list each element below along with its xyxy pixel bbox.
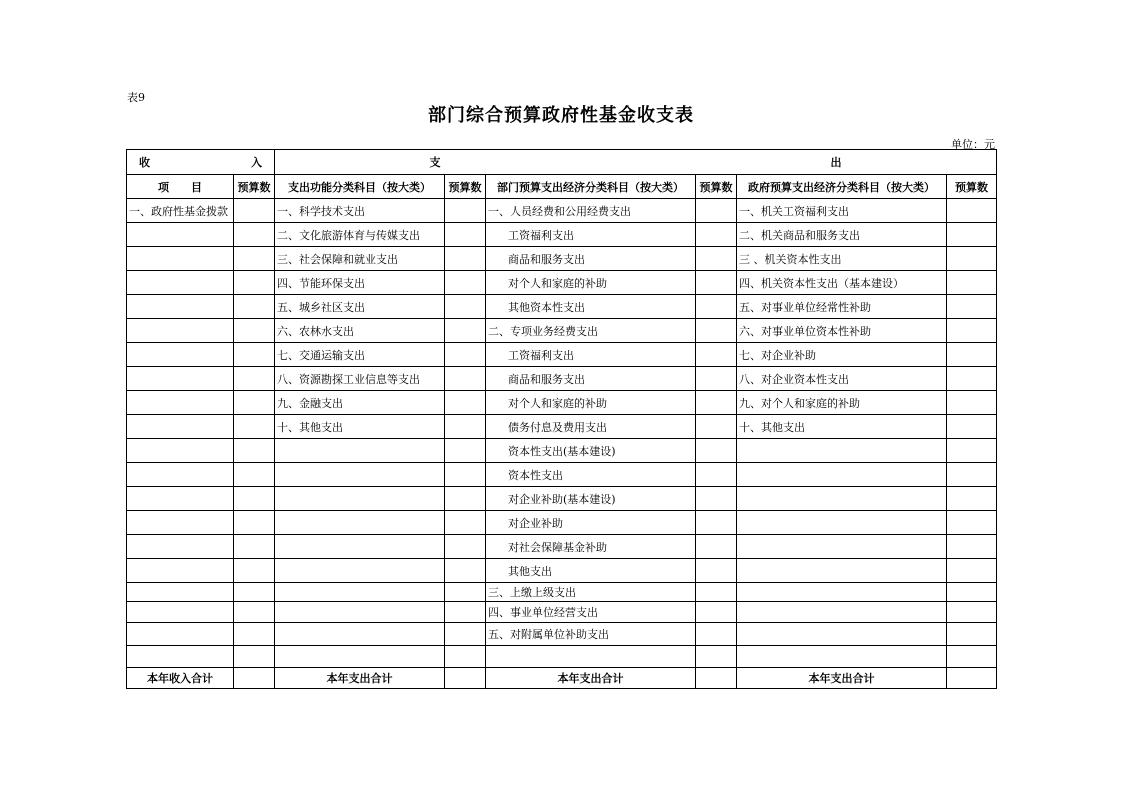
table-row: [127, 511, 997, 535]
table-row: [127, 463, 997, 487]
col-header-amount: 预算数: [234, 175, 275, 199]
income-item-cell: [127, 463, 234, 487]
gov-econ-item-cell: 八、对企业资本性支出: [737, 367, 947, 391]
func-amount-cell: [445, 439, 486, 463]
func-amount-cell: [445, 511, 486, 535]
income-amount-cell: [234, 439, 275, 463]
gov-econ-item-cell: [737, 439, 947, 463]
col-header-amount: 预算数: [696, 175, 737, 199]
dept-econ-item-cell: 资本性支出(基本建设): [486, 439, 696, 463]
gov-econ-amount-cell: [947, 646, 997, 668]
dept-econ-item-cell: 对企业补助: [486, 511, 696, 535]
dept-econ-item-cell: 对个人和家庭的补助: [486, 391, 696, 415]
func-amount-cell: [445, 487, 486, 511]
dept-econ-item-cell: 四、事业单位经营支出: [486, 602, 696, 623]
income-item-cell: [127, 535, 234, 559]
func-amount-cell: [445, 247, 486, 271]
gov-econ-amount-cell: [947, 199, 997, 223]
dept-econ-amount-cell: [696, 295, 737, 319]
func-amount-cell: [445, 463, 486, 487]
income-item-cell: [127, 439, 234, 463]
col-header-item: 项 目: [127, 175, 234, 199]
table-row: [127, 295, 997, 319]
gov-econ-amount-cell: [947, 367, 997, 391]
table-row: [127, 535, 997, 559]
table-row: [127, 646, 997, 668]
income-amount-cell: [234, 319, 275, 343]
gov-econ-amount-cell: [947, 415, 997, 439]
func-amount-cell: [445, 319, 486, 343]
dept-econ-amount-cell: [696, 623, 737, 646]
gov-econ-item-cell: [737, 559, 947, 583]
gov-econ-item-cell: [737, 583, 947, 602]
income-item-cell: [127, 646, 234, 668]
income-header: [127, 150, 275, 175]
func-item-cell: [275, 535, 445, 559]
func-amount-cell: [445, 602, 486, 623]
dept-econ-amount-cell: [696, 559, 737, 583]
gov-econ-amount-cell: [947, 511, 997, 535]
income-item-cell: 一、政府性基金拨款: [127, 199, 234, 223]
dept-econ-amount-cell: [696, 511, 737, 535]
func-amount-cell: [445, 559, 486, 583]
header-row-main: [127, 150, 997, 175]
func-item-cell: [275, 439, 445, 463]
col-header-func: 支出功能分类科目（按大类）: [275, 175, 445, 199]
func-item-cell: 六、农林水支出: [275, 319, 445, 343]
func-item-cell: 一、科学技术支出: [275, 199, 445, 223]
gov-econ-amount-cell: [947, 602, 997, 623]
dept-econ-amount-cell: [696, 247, 737, 271]
dept-econ-item-cell: 债务付息及费用支出: [486, 415, 696, 439]
func-amount-cell: [445, 646, 486, 668]
dept-econ-item-cell: 三、上缴上级支出: [486, 583, 696, 602]
gov-econ-item-cell: 十、其他支出: [737, 415, 947, 439]
gov-econ-amount-cell: [947, 319, 997, 343]
dept-econ-amount-cell: [696, 535, 737, 559]
func-item-cell: 七、交通运输支出: [275, 343, 445, 367]
gov-econ-item-cell: 七、对企业补助: [737, 343, 947, 367]
func-item-cell: [275, 583, 445, 602]
dept-econ-amount-cell: [696, 583, 737, 602]
income-item-cell: [127, 271, 234, 295]
dept-econ-item-cell: 商品和服务支出: [486, 247, 696, 271]
dept-econ-item-cell: 一、人员经费和公用经费支出: [486, 199, 696, 223]
col-header-dept-econ: 部门预算支出经济分类科目（按大类）: [486, 175, 696, 199]
dept-econ-amount-cell: [696, 463, 737, 487]
gov-econ-amount-cell: [947, 247, 997, 271]
gov-econ-item-cell: 三 、机关资本性支出: [737, 247, 947, 271]
func-item-cell: 十、其他支出: [275, 415, 445, 439]
income-total-label: 本年收入合计: [127, 668, 234, 689]
income-item-cell: [127, 391, 234, 415]
gov-econ-item-cell: 一、机关工资福利支出: [737, 199, 947, 223]
table-row: [127, 199, 997, 223]
gov-total-label: 本年支出合计: [737, 668, 947, 689]
func-item-cell: 八、资源勘探工业信息等支出: [275, 367, 445, 391]
gov-econ-item-cell: [737, 463, 947, 487]
gov-econ-item-cell: [737, 511, 947, 535]
expense-header-right: 出: [830, 156, 842, 169]
table-row: [127, 583, 997, 602]
func-total-amount: [445, 668, 486, 689]
income-amount-cell: [234, 343, 275, 367]
func-item-cell: [275, 487, 445, 511]
func-item-cell: [275, 646, 445, 668]
income-amount-cell: [234, 646, 275, 668]
income-item-cell: [127, 511, 234, 535]
header-row-columns: [127, 175, 997, 199]
dept-econ-item-cell: 二、专项业务经费支出: [486, 319, 696, 343]
income-item-cell: [127, 623, 234, 646]
func-amount-cell: [445, 271, 486, 295]
gov-econ-item-cell: [737, 623, 947, 646]
expense-header-left: 支: [429, 156, 441, 169]
func-item-cell: 五、城乡社区支出: [275, 295, 445, 319]
func-amount-cell: [445, 415, 486, 439]
table-row: [127, 439, 997, 463]
dept-econ-item-cell: 对个人和家庭的补助: [486, 271, 696, 295]
func-item-cell: [275, 602, 445, 623]
dept-econ-amount-cell: [696, 199, 737, 223]
dept-econ-item-cell: 五、对附属单位补助支出: [486, 623, 696, 646]
table-row: [127, 559, 997, 583]
page-title: 部门综合预算政府性基金收支表: [428, 105, 694, 126]
dept-econ-item-cell: 对社会保障基金补助: [486, 535, 696, 559]
income-amount-cell: [234, 247, 275, 271]
dept-econ-item-cell: 其他资本性支出: [486, 295, 696, 319]
func-item-cell: [275, 623, 445, 646]
dept-econ-item-cell: 工资福利支出: [486, 343, 696, 367]
dept-econ-amount-cell: [696, 439, 737, 463]
gov-econ-amount-cell: [947, 295, 997, 319]
dept-econ-amount-cell: [696, 646, 737, 668]
income-amount-cell: [234, 223, 275, 247]
dept-econ-item-cell: 工资福利支出: [486, 223, 696, 247]
table-row: [127, 623, 997, 646]
gov-econ-amount-cell: [947, 583, 997, 602]
income-amount-cell: [234, 623, 275, 646]
income-amount-cell: [234, 559, 275, 583]
func-item-cell: [275, 511, 445, 535]
income-amount-cell: [234, 199, 275, 223]
dept-econ-item-cell: 商品和服务支出: [486, 367, 696, 391]
income-amount-cell: [234, 295, 275, 319]
func-amount-cell: [445, 367, 486, 391]
table-row: [127, 487, 997, 511]
dept-econ-amount-cell: [696, 367, 737, 391]
income-amount-cell: [234, 535, 275, 559]
income-item-cell: [127, 319, 234, 343]
income-amount-cell: [234, 602, 275, 623]
gov-econ-item-cell: [737, 487, 947, 511]
income-item-cell: [127, 602, 234, 623]
func-item-cell: 二、文化旅游体育与传媒支出: [275, 223, 445, 247]
income-item-cell: [127, 367, 234, 391]
table-number: 表9: [127, 91, 145, 104]
gov-econ-amount-cell: [947, 343, 997, 367]
income-item-cell: [127, 223, 234, 247]
income-total-amount: [234, 668, 275, 689]
gov-econ-amount-cell: [947, 223, 997, 247]
table-row: [127, 367, 997, 391]
gov-econ-item-cell: [737, 646, 947, 668]
gov-econ-item-cell: 二、机关商品和服务支出: [737, 223, 947, 247]
table-row: [127, 271, 997, 295]
table-row: [127, 319, 997, 343]
income-item-cell: [127, 487, 234, 511]
gov-econ-item-cell: 五、对事业单位经常性补助: [737, 295, 947, 319]
func-item-cell: [275, 559, 445, 583]
func-amount-cell: [445, 295, 486, 319]
gov-econ-amount-cell: [947, 535, 997, 559]
table-row: [127, 223, 997, 247]
dept-econ-amount-cell: [696, 319, 737, 343]
gov-econ-amount-cell: [947, 463, 997, 487]
dept-econ-item-cell: 资本性支出: [486, 463, 696, 487]
table-row: [127, 343, 997, 367]
unit-label: 单位：元: [951, 138, 995, 151]
gov-econ-item-cell: 四、机关资本性支出（基本建设）: [737, 271, 947, 295]
income-amount-cell: [234, 271, 275, 295]
dept-econ-amount-cell: [696, 487, 737, 511]
income-header-left: 收: [139, 156, 150, 169]
income-amount-cell: [234, 463, 275, 487]
dept-econ-amount-cell: [696, 602, 737, 623]
income-item-cell: [127, 583, 234, 602]
income-item-cell: [127, 559, 234, 583]
income-amount-cell: [234, 583, 275, 602]
dept-econ-item-cell: [486, 646, 696, 668]
gov-econ-item-cell: 六、对事业单位资本性补助: [737, 319, 947, 343]
gov-econ-amount-cell: [947, 439, 997, 463]
gov-econ-item-cell: 九、对个人和家庭的补助: [737, 391, 947, 415]
income-item-cell: [127, 415, 234, 439]
dept-total-amount: [696, 668, 737, 689]
table-row: [127, 415, 997, 439]
income-amount-cell: [234, 367, 275, 391]
func-item-cell: [275, 463, 445, 487]
col-header-gov-econ: 政府预算支出经济分类科目（按大类）: [737, 175, 947, 199]
dept-econ-amount-cell: [696, 271, 737, 295]
dept-econ-amount-cell: [696, 223, 737, 247]
dept-econ-item-cell: 对企业补助(基本建设): [486, 487, 696, 511]
expense-header: [275, 150, 997, 175]
gov-econ-item-cell: [737, 535, 947, 559]
gov-total-amount: [947, 668, 997, 689]
table-row: [127, 391, 997, 415]
func-amount-cell: [445, 199, 486, 223]
gov-econ-item-cell: [737, 602, 947, 623]
gov-econ-amount-cell: [947, 559, 997, 583]
table-row: [127, 247, 997, 271]
income-amount-cell: [234, 511, 275, 535]
income-item-cell: [127, 295, 234, 319]
income-item-cell: [127, 247, 234, 271]
dept-econ-amount-cell: [696, 391, 737, 415]
func-total-label: 本年支出合计: [275, 668, 445, 689]
dept-econ-amount-cell: [696, 415, 737, 439]
func-amount-cell: [445, 535, 486, 559]
func-amount-cell: [445, 583, 486, 602]
func-amount-cell: [445, 343, 486, 367]
func-item-cell: 三、社会保障和就业支出: [275, 247, 445, 271]
budget-table: [126, 149, 997, 689]
income-amount-cell: [234, 487, 275, 511]
table-row: [127, 602, 997, 623]
col-header-amount: 预算数: [947, 175, 997, 199]
col-header-amount: 预算数: [445, 175, 486, 199]
income-amount-cell: [234, 391, 275, 415]
func-item-cell: 九、金融支出: [275, 391, 445, 415]
func-amount-cell: [445, 223, 486, 247]
dept-econ-item-cell: 其他支出: [486, 559, 696, 583]
gov-econ-amount-cell: [947, 487, 997, 511]
total-row: [127, 668, 997, 689]
income-header-right: 入: [251, 156, 262, 169]
gov-econ-amount-cell: [947, 271, 997, 295]
func-amount-cell: [445, 623, 486, 646]
dept-total-label: 本年支出合计: [486, 668, 696, 689]
income-item-cell: [127, 343, 234, 367]
func-item-cell: 四、节能环保支出: [275, 271, 445, 295]
dept-econ-amount-cell: [696, 343, 737, 367]
func-amount-cell: [445, 391, 486, 415]
gov-econ-amount-cell: [947, 391, 997, 415]
income-amount-cell: [234, 415, 275, 439]
gov-econ-amount-cell: [947, 623, 997, 646]
